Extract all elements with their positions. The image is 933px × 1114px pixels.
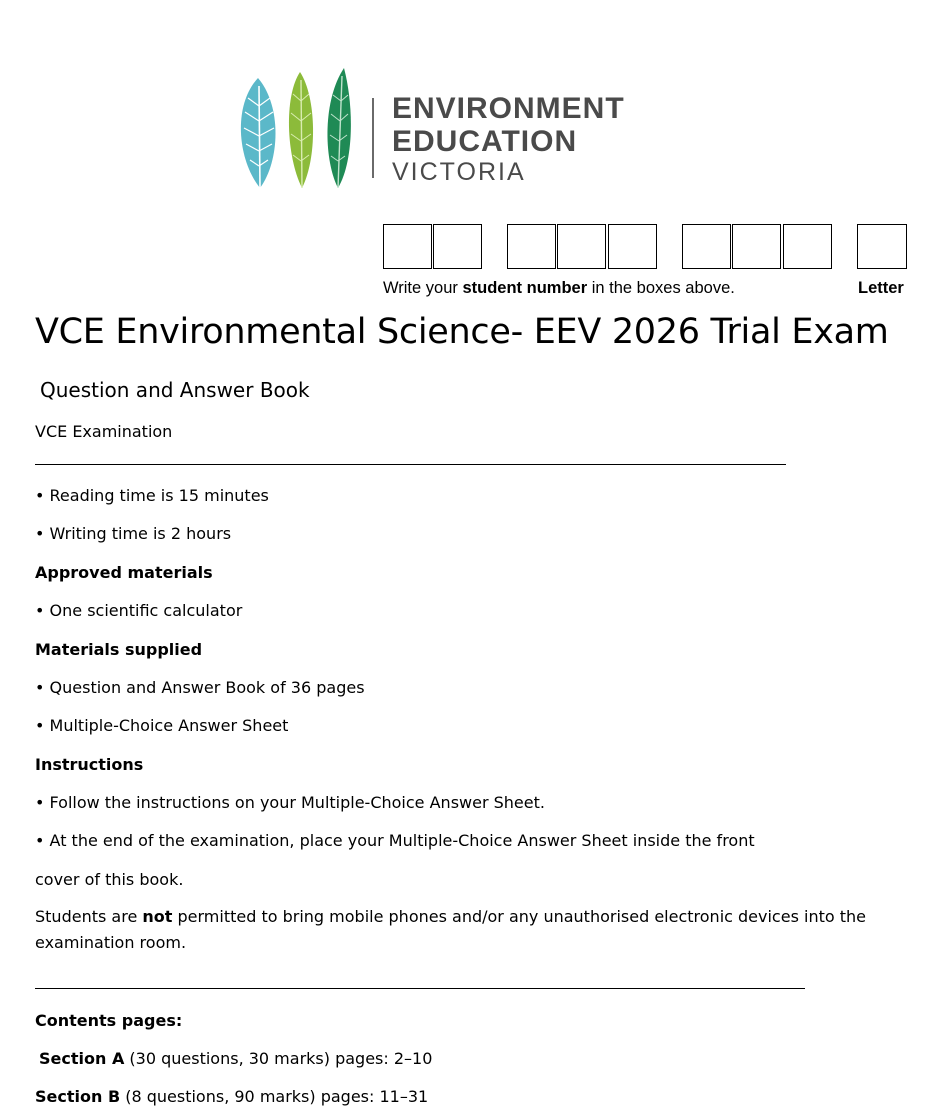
caption-post: in the boxes above. xyxy=(587,279,735,297)
student-number-box-5[interactable] xyxy=(608,224,657,269)
approved-heading: Approved materials xyxy=(35,563,213,582)
notice-pre: Students are xyxy=(35,907,143,926)
letter-caption: Letter xyxy=(858,279,904,297)
logo-wordmark xyxy=(392,94,625,185)
reading-time: • Reading time is 15 minutes xyxy=(35,486,269,505)
student-number-box-1[interactable] xyxy=(383,224,432,269)
eev-logo xyxy=(234,66,634,192)
contents-heading: Contents pages: xyxy=(35,1011,183,1030)
exam-type: VCE Examination xyxy=(35,422,173,441)
section-a-detail: (30 questions, 30 marks) pages: 2–10 xyxy=(124,1049,433,1068)
section-a-label: Section A xyxy=(39,1049,125,1068)
student-number-box-4[interactable] xyxy=(557,224,606,269)
notice-bold: not xyxy=(142,907,173,926)
letter-box[interactable] xyxy=(857,224,907,269)
approved-item: • One scientific calculator xyxy=(35,601,243,620)
contents-section-a xyxy=(39,1049,432,1068)
logo-line-2: EDUCATION xyxy=(392,125,578,158)
instruction-item-2-cont: cover of this book. xyxy=(35,870,184,889)
student-number-box-8[interactable] xyxy=(783,224,832,269)
student-number-caption xyxy=(383,279,735,298)
section-b-detail: (8 questions, 90 marks) pages: 11–31 xyxy=(120,1087,429,1106)
instructions-heading: Instructions xyxy=(35,755,144,774)
contents-section-b xyxy=(35,1087,428,1106)
student-number-box-7[interactable] xyxy=(732,224,781,269)
notice-post: permitted to bring mobile phones and/or any unauthorised electronic devices into the examination room. xyxy=(35,907,866,952)
logo-line-1: ENVIRONMENT xyxy=(392,92,625,125)
student-number-box-6[interactable] xyxy=(682,224,731,269)
supplied-item-1: • Question and Answer Book of 36 pages xyxy=(35,678,365,697)
logo-line-3: VICTORIA xyxy=(392,158,526,186)
section-b-label: Section B xyxy=(35,1087,121,1106)
caption-bold: student number xyxy=(462,279,588,297)
instruction-item-1: • Follow the instructions on your Multiple-Choice Answer Sheet. xyxy=(35,793,545,812)
supplied-item-2: • Multiple-Choice Answer Sheet xyxy=(35,716,289,735)
writing-time: • Writing time is 2 hours xyxy=(35,524,232,543)
devices-notice xyxy=(35,904,895,956)
supplied-heading: Materials supplied xyxy=(35,640,203,659)
leaves-icon xyxy=(234,66,384,192)
divider-top xyxy=(35,464,786,465)
student-number-box-3[interactable] xyxy=(507,224,556,269)
caption-pre: Write your xyxy=(383,279,463,297)
instruction-item-2: • At the end of the examination, place your Multiple-Choice Answer Sheet inside the front xyxy=(35,831,755,850)
page-subtitle: Question and Answer Book xyxy=(40,378,310,402)
divider-bottom xyxy=(35,988,805,989)
page-title: VCE Environmental Science- EEV 2026 Trial Exam xyxy=(35,312,889,352)
student-number-box-2[interactable] xyxy=(433,224,482,269)
